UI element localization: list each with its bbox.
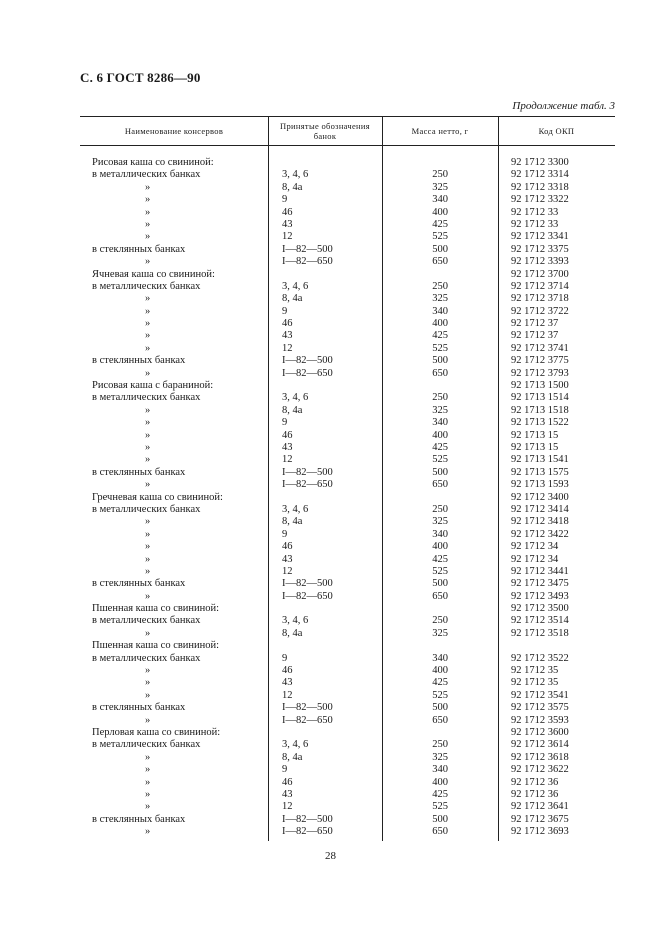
column-header-okp: Код ОКП <box>538 126 575 136</box>
cell-name: » <box>145 541 151 553</box>
table-row <box>80 516 615 528</box>
cell-okp: 92 1713 1522 <box>511 417 569 429</box>
cell-designation: I—82—500 <box>282 578 333 590</box>
table-row <box>80 677 615 689</box>
table-row <box>80 653 615 665</box>
cell-designation: 43 <box>282 441 293 453</box>
cell-name: » <box>145 627 151 639</box>
cell-name: в металлических банках <box>92 615 201 627</box>
cell-designation: 8, 4а <box>282 293 303 305</box>
table-row <box>80 578 615 590</box>
cell-mass: 500 <box>432 243 448 255</box>
cell-designation: 3, 4, 6 <box>282 280 309 292</box>
cell-mass: 340 <box>432 652 448 664</box>
cell-designation: I—82—650 <box>282 256 333 268</box>
table-continuation-label: Продолжение табл. 3 <box>512 100 615 112</box>
cell-mass: 340 <box>432 528 448 540</box>
cell-mass: 400 <box>432 541 448 553</box>
table-row <box>80 554 615 566</box>
cell-mass: 325 <box>432 516 448 528</box>
cell-name: Рисовая каша со свининой: <box>92 157 214 168</box>
cell-designation: 9 <box>282 194 288 206</box>
cell-mass: 340 <box>432 305 448 317</box>
table-row <box>80 442 615 454</box>
table-row <box>80 244 615 256</box>
cell-designation: 9 <box>282 305 288 317</box>
cell-mass: 500 <box>432 702 448 714</box>
cell-designation: 46 <box>282 665 293 677</box>
table-row <box>80 182 615 194</box>
cell-designation: I—82—650 <box>282 479 333 491</box>
cell-designation: 43 <box>282 788 293 800</box>
cell-name: » <box>145 590 151 602</box>
table-row <box>80 541 615 553</box>
cell-mass: 340 <box>432 194 448 206</box>
table-row <box>80 392 615 404</box>
table-row <box>80 355 615 367</box>
cell-mass: 400 <box>432 206 448 218</box>
cell-okp: 92 1712 3341 <box>511 231 569 243</box>
cell-designation: 3, 4, 6 <box>282 169 309 181</box>
table-row <box>80 566 615 578</box>
cell-designation: 46 <box>282 541 293 553</box>
cell-mass: 425 <box>432 218 448 230</box>
cell-okp: 92 1713 1500 <box>511 380 569 392</box>
cell-okp: 92 1713 1541 <box>511 454 569 466</box>
cell-mass: 650 <box>432 479 448 491</box>
cell-mass: 525 <box>432 342 448 354</box>
table-row <box>80 801 615 813</box>
cell-name: в металлических банках <box>92 169 201 181</box>
cell-okp: 92 1712 35 <box>511 665 559 677</box>
cell-okp: 92 1712 3618 <box>511 751 569 763</box>
table-row <box>80 467 615 479</box>
cell-name: » <box>145 751 151 763</box>
table-row <box>80 430 615 442</box>
cell-designation: I—82—500 <box>282 813 333 825</box>
cell-mass: 500 <box>432 578 448 590</box>
cell-designation: I—82—650 <box>282 826 333 838</box>
cell-mass: 400 <box>432 776 448 788</box>
table-row <box>80 826 615 838</box>
cell-mass: 525 <box>432 801 448 813</box>
cell-mass: 250 <box>432 739 448 751</box>
cell-name: » <box>145 256 151 268</box>
cell-designation: 12 <box>282 231 293 243</box>
cell-mass: 500 <box>432 355 448 367</box>
cell-mass: 500 <box>432 813 448 825</box>
table-row <box>80 281 615 293</box>
cell-designation: I—82—650 <box>282 714 333 726</box>
cell-okp: 92 1712 3722 <box>511 305 569 317</box>
cell-designation: 46 <box>282 318 293 330</box>
cell-okp: 92 1712 3614 <box>511 739 569 751</box>
cell-mass: 425 <box>432 330 448 342</box>
cell-name: » <box>145 417 151 429</box>
table-row <box>80 504 615 516</box>
column-header-name: Наименование консервов <box>124 126 224 136</box>
cell-okp: 92 1712 3441 <box>511 565 569 577</box>
table-row <box>80 207 615 219</box>
cell-okp: 92 1712 3693 <box>511 826 569 838</box>
cell-okp: 92 1712 33 <box>511 206 559 218</box>
table-row <box>80 492 615 504</box>
cell-name: » <box>145 231 151 243</box>
cell-designation: 12 <box>282 565 293 577</box>
cell-okp: 92 1712 3314 <box>511 169 569 181</box>
table-row <box>80 368 615 380</box>
table-row <box>80 665 615 677</box>
cell-mass: 400 <box>432 665 448 677</box>
cell-name: » <box>145 330 151 342</box>
cell-name: » <box>145 293 151 305</box>
cell-okp: 92 1712 37 <box>511 318 559 330</box>
cell-okp: 92 1712 3414 <box>511 503 569 515</box>
cell-okp: 92 1713 15 <box>511 429 559 441</box>
table-row <box>80 789 615 801</box>
cell-designation: 43 <box>282 553 293 565</box>
cell-designation: 12 <box>282 801 293 813</box>
cell-okp: 92 1712 3541 <box>511 689 569 701</box>
cell-okp: 92 1712 3593 <box>511 714 569 726</box>
cell-designation: I—82—500 <box>282 466 333 478</box>
cell-name: » <box>145 689 151 701</box>
table-row <box>80 330 615 342</box>
table-row <box>80 603 615 615</box>
cell-mass: 250 <box>432 503 448 515</box>
cell-name: в металлических банках <box>92 739 201 751</box>
cell-name: в металлических банках <box>92 280 201 292</box>
table-row <box>80 628 615 640</box>
cell-mass: 425 <box>432 677 448 689</box>
cell-okp: 92 1712 33 <box>511 218 559 230</box>
cell-okp: 92 1712 3500 <box>511 603 569 615</box>
cell-name: » <box>145 714 151 726</box>
cell-mass: 525 <box>432 231 448 243</box>
table-top-rule <box>80 116 615 117</box>
cell-okp: 92 1713 1514 <box>511 392 569 404</box>
cell-name: » <box>145 826 151 838</box>
table-row <box>80 727 615 739</box>
cell-name: » <box>145 553 151 565</box>
table-row <box>80 591 615 603</box>
cell-designation: 9 <box>282 417 288 429</box>
cell-name: » <box>145 441 151 453</box>
table-row <box>80 715 615 727</box>
table-row <box>80 752 615 764</box>
cell-mass: 325 <box>432 751 448 763</box>
cell-name: » <box>145 454 151 466</box>
cell-mass: 400 <box>432 318 448 330</box>
cell-designation: 46 <box>282 429 293 441</box>
cell-okp: 92 1712 3375 <box>511 243 569 255</box>
cell-okp: 92 1712 3493 <box>511 590 569 602</box>
cell-name: в стеклянных банках <box>92 813 186 825</box>
cell-okp: 92 1712 36 <box>511 788 559 800</box>
cell-designation: 43 <box>282 330 293 342</box>
cell-designation: 3, 4, 6 <box>282 615 309 627</box>
cell-okp: 92 1712 3793 <box>511 367 569 379</box>
cell-okp: 92 1712 3600 <box>511 726 569 738</box>
cell-mass: 340 <box>432 764 448 776</box>
cell-name: » <box>145 677 151 689</box>
cell-designation: I—82—650 <box>282 367 333 379</box>
cell-okp: 92 1712 3718 <box>511 293 569 305</box>
cell-okp: 92 1712 3675 <box>511 813 569 825</box>
table-row <box>80 405 615 417</box>
cell-name: Пшенная каша со свининой: <box>92 640 220 652</box>
cell-okp: 92 1712 3318 <box>511 181 569 193</box>
cell-name: » <box>145 429 151 441</box>
page-header: С. 6 ГОСТ 8286—90 <box>80 70 201 85</box>
cell-name: в стеклянных банках <box>92 578 186 590</box>
cell-mass: 650 <box>432 826 448 838</box>
column-header-designation: Принятые обозначения банок <box>280 121 370 141</box>
cell-name: » <box>145 318 151 330</box>
table-row <box>80 306 615 318</box>
cell-designation: 9 <box>282 528 288 540</box>
cell-designation: 46 <box>282 206 293 218</box>
cell-mass: 425 <box>432 441 448 453</box>
table-row <box>80 739 615 751</box>
table-row <box>80 169 615 181</box>
cell-mass: 650 <box>432 714 448 726</box>
table-row <box>80 343 615 355</box>
cell-okp: 92 1712 3741 <box>511 342 569 354</box>
cell-okp: 92 1712 3714 <box>511 280 569 292</box>
table-row <box>80 814 615 826</box>
table-row <box>80 269 615 281</box>
cell-name: » <box>145 565 151 577</box>
cell-okp: 92 1712 3641 <box>511 801 569 813</box>
cell-name: в металлических банках <box>92 392 201 404</box>
cell-designation: 9 <box>282 764 288 776</box>
cell-designation: 46 <box>282 776 293 788</box>
table-row <box>80 777 615 789</box>
products-table <box>80 116 615 841</box>
cell-okp: 92 1712 35 <box>511 677 559 689</box>
cell-okp: 92 1712 3400 <box>511 491 569 503</box>
table-row <box>80 479 615 491</box>
cell-name: » <box>145 801 151 813</box>
cell-designation: 8, 4а <box>282 404 303 416</box>
cell-designation: 8, 4а <box>282 181 303 193</box>
cell-okp: 92 1712 37 <box>511 330 559 342</box>
cell-mass: 425 <box>432 553 448 565</box>
cell-name: » <box>145 206 151 218</box>
cell-mass: 650 <box>432 367 448 379</box>
cell-mass: 250 <box>432 169 448 181</box>
cell-mass: 650 <box>432 590 448 602</box>
column-header-mass: Масса нетто, г <box>411 126 469 136</box>
cell-mass: 340 <box>432 417 448 429</box>
cell-designation: 12 <box>282 342 293 354</box>
page-number: 28 <box>325 850 336 862</box>
cell-name: » <box>145 788 151 800</box>
cell-designation: 3, 4, 6 <box>282 503 309 515</box>
cell-okp: 92 1713 15 <box>511 441 559 453</box>
cell-okp: 92 1712 3700 <box>511 268 569 280</box>
cell-mass: 500 <box>432 466 448 478</box>
cell-name: » <box>145 776 151 788</box>
cell-designation: 8, 4а <box>282 751 303 763</box>
cell-designation: 8, 4а <box>282 627 303 639</box>
cell-mass: 650 <box>432 256 448 268</box>
cell-okp: 92 1712 3514 <box>511 615 569 627</box>
cell-name: в металлических банках <box>92 652 201 664</box>
cell-okp: 92 1712 3422 <box>511 528 569 540</box>
cell-designation: 12 <box>282 454 293 466</box>
cell-mass: 525 <box>432 454 448 466</box>
cell-okp: 92 1712 3300 <box>511 157 569 168</box>
cell-name: » <box>145 342 151 354</box>
table-row <box>80 157 615 169</box>
cell-name: » <box>145 305 151 317</box>
table-row <box>80 318 615 330</box>
cell-name: » <box>145 194 151 206</box>
cell-okp: 92 1712 34 <box>511 553 559 565</box>
cell-designation: I—82—500 <box>282 355 333 367</box>
cell-okp: 92 1712 3322 <box>511 194 569 206</box>
cell-mass: 325 <box>432 627 448 639</box>
cell-name: » <box>145 764 151 776</box>
cell-designation: I—82—500 <box>282 702 333 714</box>
cell-mass: 250 <box>432 392 448 404</box>
table-row <box>80 256 615 268</box>
cell-okp: 92 1713 1593 <box>511 479 569 491</box>
cell-designation: 8, 4а <box>282 516 303 528</box>
cell-okp: 92 1712 3475 <box>511 578 569 590</box>
cell-mass: 325 <box>432 293 448 305</box>
cell-designation: 3, 4, 6 <box>282 739 309 751</box>
cell-name: Перловая каша со свининой: <box>92 726 221 738</box>
cell-designation: 9 <box>282 652 288 664</box>
cell-name: » <box>145 479 151 491</box>
cell-name: Ячневая каша со свининой: <box>92 268 215 280</box>
cell-designation: 43 <box>282 218 293 230</box>
cell-mass: 400 <box>432 429 448 441</box>
table-row <box>80 454 615 466</box>
cell-okp: 92 1712 3393 <box>511 256 569 268</box>
table-row <box>80 293 615 305</box>
table-row <box>80 764 615 776</box>
cell-name: » <box>145 665 151 677</box>
cell-name: в стеклянных банках <box>92 466 186 478</box>
cell-mass: 325 <box>432 181 448 193</box>
cell-mass: 525 <box>432 689 448 701</box>
table-row <box>80 417 615 429</box>
header-bottom-rule <box>80 145 615 146</box>
cell-name: » <box>145 528 151 540</box>
cell-okp: 92 1712 3418 <box>511 516 569 528</box>
cell-designation: 3, 4, 6 <box>282 392 309 404</box>
cell-okp: 92 1712 34 <box>511 541 559 553</box>
cell-designation: I—82—650 <box>282 590 333 602</box>
cell-name: в стеклянных банках <box>92 702 186 714</box>
cell-okp: 92 1712 3775 <box>511 355 569 367</box>
cell-designation: I—82—500 <box>282 243 333 255</box>
table-row <box>80 231 615 243</box>
table-row <box>80 615 615 627</box>
table-row <box>80 219 615 231</box>
table-row <box>80 690 615 702</box>
cell-designation: 12 <box>282 689 293 701</box>
cell-name: » <box>145 516 151 528</box>
cell-name: » <box>145 181 151 193</box>
cell-name: Рисовая каша с бараниной: <box>92 380 214 392</box>
cell-mass: 250 <box>432 280 448 292</box>
cell-okp: 92 1712 3522 <box>511 652 569 664</box>
cell-name: Пшенная каша со свининой: <box>92 603 220 615</box>
cell-okp: 92 1713 1518 <box>511 404 569 416</box>
cell-name: Гречневая каша со свининой: <box>92 491 223 503</box>
table-row <box>80 194 615 206</box>
cell-name: в металлических банках <box>92 503 201 515</box>
cell-okp: 92 1712 36 <box>511 776 559 788</box>
cell-mass: 325 <box>432 404 448 416</box>
table-row <box>80 529 615 541</box>
cell-mass: 425 <box>432 788 448 800</box>
table-row <box>80 702 615 714</box>
cell-name: » <box>145 404 151 416</box>
cell-mass: 525 <box>432 565 448 577</box>
cell-name: в стеклянных банках <box>92 355 186 367</box>
table-body <box>80 157 615 838</box>
cell-okp: 92 1712 3622 <box>511 764 569 776</box>
cell-name: » <box>145 218 151 230</box>
cell-okp: 92 1712 3518 <box>511 627 569 639</box>
table-row <box>80 640 615 652</box>
cell-mass: 250 <box>432 615 448 627</box>
cell-name: в стеклянных банках <box>92 243 186 255</box>
cell-okp: 92 1712 3575 <box>511 702 569 714</box>
cell-name: » <box>145 367 151 379</box>
table-row <box>80 380 615 392</box>
cell-designation: 43 <box>282 677 293 689</box>
cell-okp: 92 1713 1575 <box>511 466 569 478</box>
